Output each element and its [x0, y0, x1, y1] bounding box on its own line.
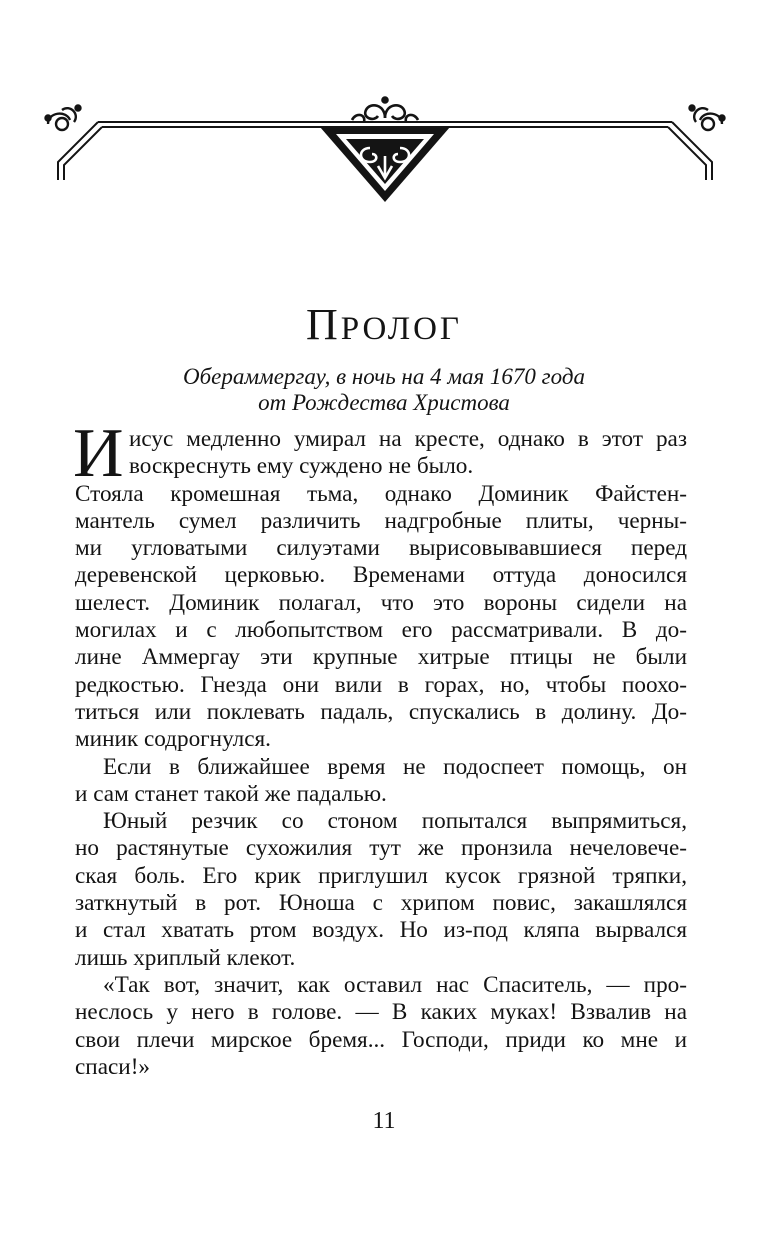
text-line: лине Аммергау эти крупные хитрые птицы не были [75, 644, 687, 671]
top-swirl-icon [352, 98, 418, 123]
text-line: лишь хриплый клекот. [75, 944, 296, 971]
page-number: 11 [372, 1108, 396, 1134]
text-line: Юный резчик со стоном попытался выпрямиться, [103, 808, 687, 835]
text-line: титься или поклевать падаль, спускались в долину. До- [75, 698, 687, 725]
text-line: но растянутые сухожилия тут же пронзила нечеловече- [75, 835, 687, 862]
chapter-ornament [40, 96, 730, 204]
text-line: и сам станет такой же падалью. [75, 780, 387, 807]
text-line: Стояла кромешная тьма, однако Доминик Файстен- [75, 480, 687, 507]
text-line: миник содрогнулся. [75, 726, 271, 753]
chapter-title [0, 300, 768, 354]
body-text [73, 415, 687, 1081]
right-flourish-icon [690, 106, 725, 131]
text-line: ская боль. Его крик приглушил кусок грязной тряпки, [75, 862, 687, 889]
text-line: шелест. Доминик полагал, что это вороны сидели на [75, 589, 687, 616]
text-line: спаси!» [75, 1053, 151, 1080]
text-line: воскреснуть ему суждено не было. [129, 453, 474, 480]
title-rest: РОЛОГ [340, 311, 463, 347]
text-line: редкостью. Гнезда они вили в горах, но, чтобы поохо- [75, 671, 687, 698]
chapter-subtitle [0, 364, 768, 416]
text-line: свои плечи мирское бремя... Господи, приди ко мне и [75, 1026, 687, 1053]
text-line: могилах и с любопытством его рассматривали. В до- [75, 617, 687, 644]
left-flourish-icon [46, 106, 81, 131]
text-line: «Так вот, значит, как оставил нас Спаситель, — про- [103, 971, 687, 998]
text-line: заткнутый в рот. Юноша с хрипом повис, закашлялся [75, 890, 687, 917]
text-line: ми угловатыми силуэтами вырисовывавшиеся перед [75, 535, 687, 562]
text-line: Если в ближайшее время не подоспеет помощь, он [103, 753, 687, 780]
text-line: деревенской церковью. Временами оттуда доносился [75, 562, 687, 589]
text-line: мантель сумел различить надгробные плиты, черны- [75, 507, 687, 534]
text-line: неслось у него в голове. — В каких муках! Взвалив на [75, 999, 687, 1026]
drop-cap: И [73, 415, 124, 492]
title-capital: П [305, 300, 341, 349]
subtitle-line: от Рождества Христова [258, 390, 510, 415]
subtitle-line: Обераммергау, в ночь на 4 мая 1670 года [182, 364, 585, 389]
text-line: и стал хватать ртом воздух. Но из-под кляпа вырвался [75, 917, 687, 944]
central-triangle-icon [320, 127, 450, 202]
text-line: исус медленно умирал на кресте, однако в этот раз [129, 426, 687, 452]
